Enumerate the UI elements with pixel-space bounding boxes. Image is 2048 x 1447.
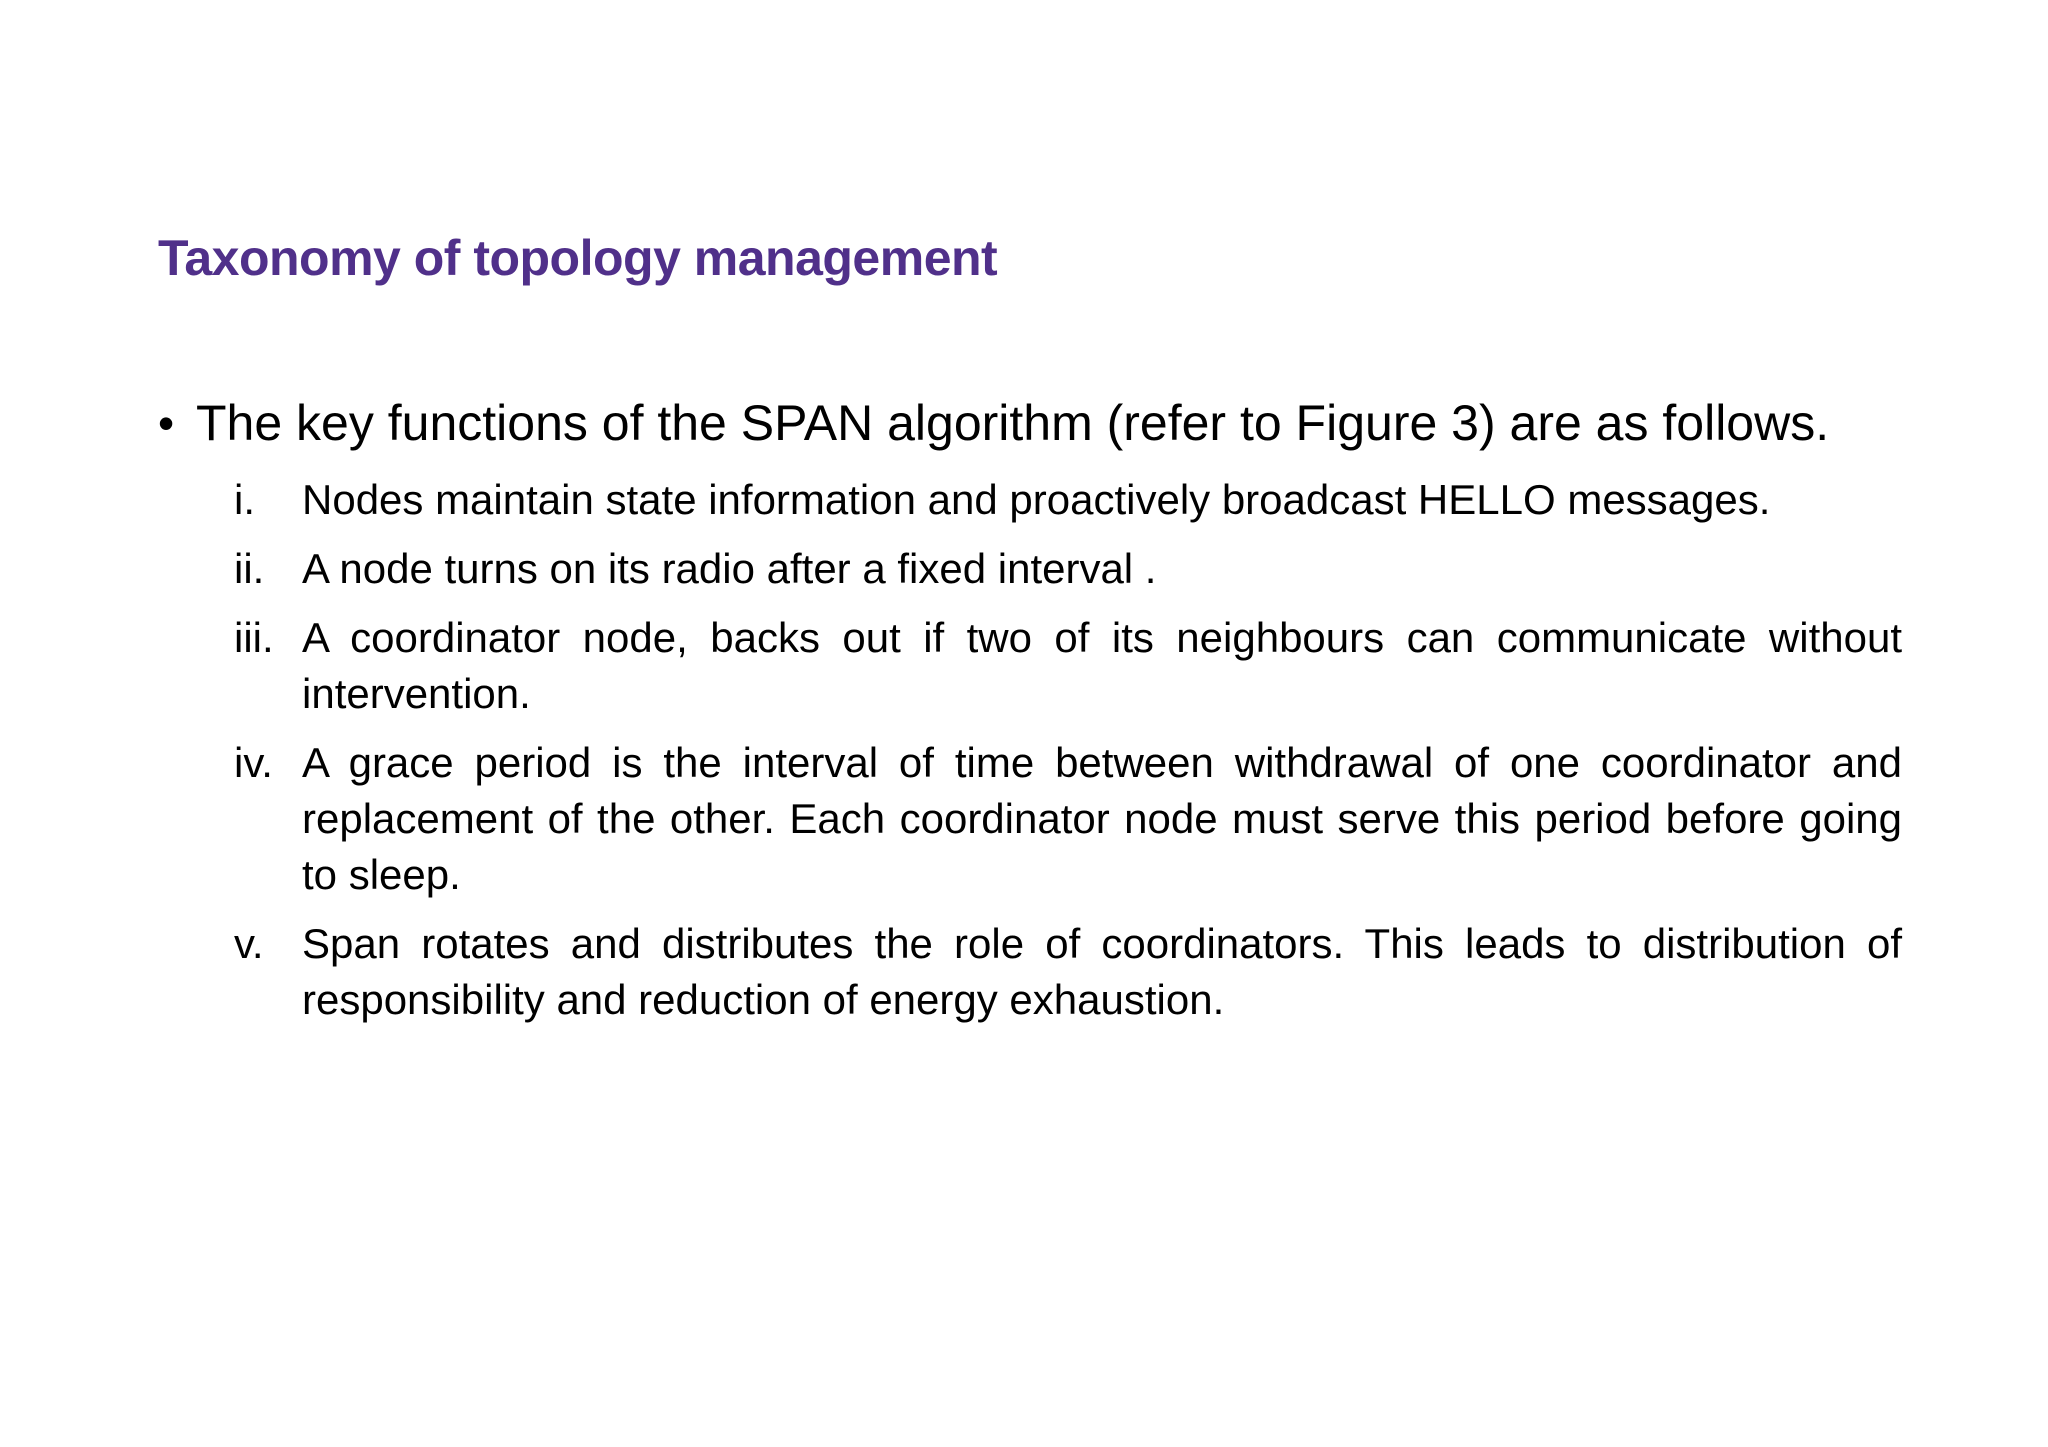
list-item-number: i. <box>234 476 255 523</box>
list-item-text: Span rotates and distributes the role of coordinators. This leads to distribution of responsibility and reduction of energy exhaustion. <box>302 920 1902 1023</box>
list-item <box>234 916 1902 1028</box>
bullet-icon: • <box>158 397 175 449</box>
list-item-number: iii. <box>234 614 274 661</box>
list-item-text: A coordinator node, backs out if two of its neighbours can communicate without intervention. <box>302 614 1902 717</box>
list-item <box>234 735 1902 903</box>
slide-content <box>158 390 1902 1041</box>
list-item-number: iv. <box>234 739 273 786</box>
main-bullet <box>158 390 1902 456</box>
slide-title: Taxonomy of topology management <box>158 230 998 286</box>
list-item-number: ii. <box>234 545 265 592</box>
list-item <box>234 541 1902 597</box>
list-item <box>234 472 1902 528</box>
main-bullet-text: The key functions of the SPAN algorithm (refer to Figure 3) are as follows. <box>196 395 1830 451</box>
list-item-text: A grace period is the interval of time between withdrawal of one coordinator and replacement of the other. Each coordinator node must serve this period before going to sleep. <box>302 739 1902 898</box>
list-item <box>234 610 1902 722</box>
list-item-text: A node turns on its radio after a fixed interval . <box>302 545 1157 592</box>
numbered-list <box>158 472 1902 1028</box>
list-item-text: Nodes maintain state information and proactively broadcast HELLO messages. <box>302 476 1771 523</box>
list-item-number: v. <box>234 920 264 967</box>
